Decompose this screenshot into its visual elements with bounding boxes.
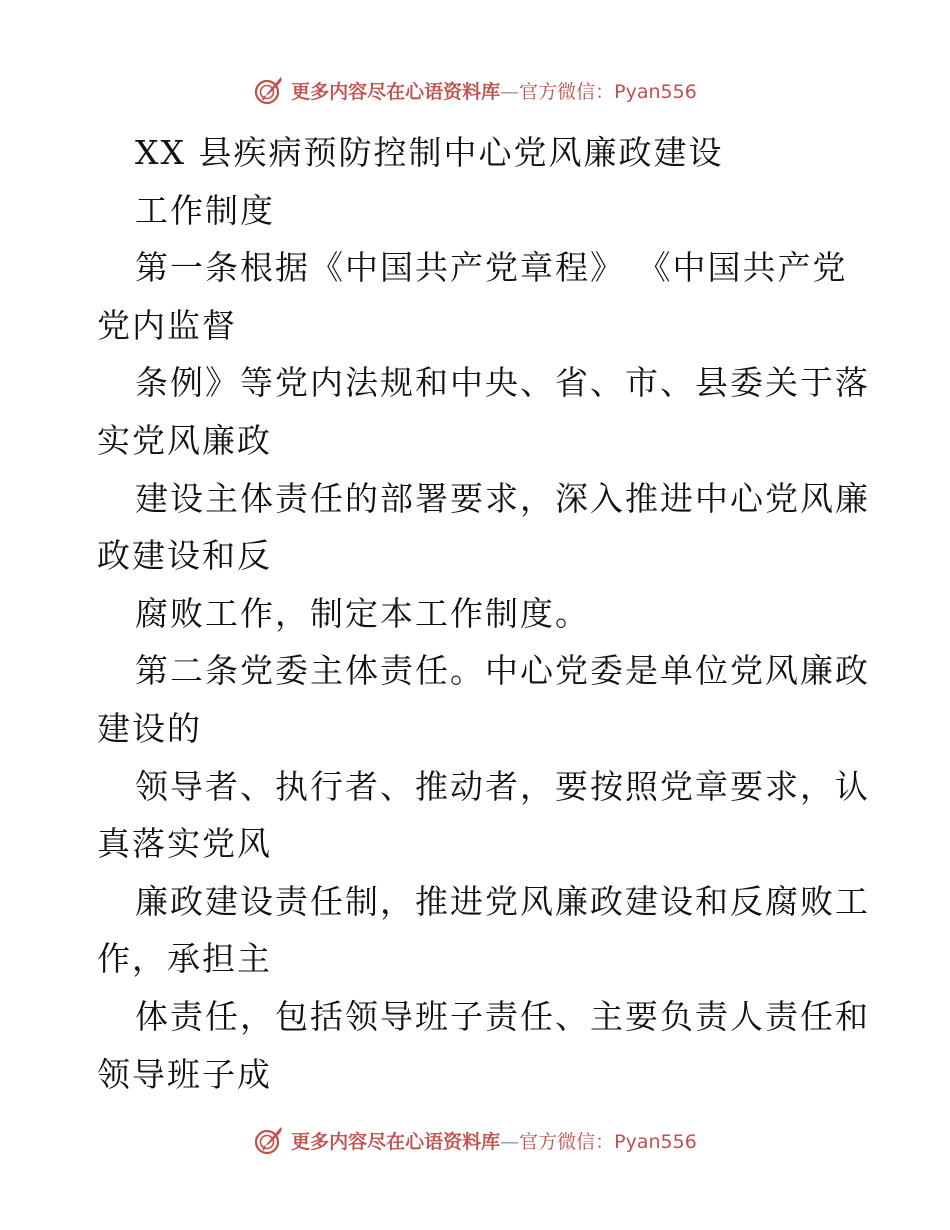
- footer-watermark: [0, 1120, 950, 1160]
- feather-pen-seal-icon: [253, 74, 285, 106]
- feather-pen-seal-icon: [253, 1124, 285, 1156]
- text-line: XX 县疾病预防控制中心党风廉政建设: [135, 133, 724, 172]
- text-line: 领导班子成: [97, 1054, 272, 1094]
- text-line: 体责任，包括领导班子责任、主要负责人责任和: [135, 996, 870, 1036]
- text-line: 第二条党委主体责任。中心党委是单位党风廉政: [135, 651, 870, 691]
- text-line: 第一条根据《中国共产党章程》 《中国共产党: [135, 248, 848, 288]
- text-line: 作，承担主: [97, 939, 272, 979]
- document-body: [97, 124, 870, 1103]
- text-line: 腐败工作，制定本工作制度。: [135, 593, 590, 633]
- header-watermark: [0, 70, 950, 110]
- text-line: 实党风廉政: [97, 420, 272, 460]
- text-line: 廉政建设责任制，推进党风廉政建设和反腐败工: [135, 881, 870, 921]
- text-line: 党内监督: [97, 305, 237, 345]
- text-line: 建设主体责任的部署要求，深入推进中心党风廉: [135, 478, 870, 518]
- watermark-text: 更多内容尽在心语资料库—官方微信：Pyan556: [291, 80, 697, 103]
- text-line: 条例》等党内法规和中央、省、市、县委关于落: [135, 363, 870, 403]
- text-line: 工作制度: [135, 190, 275, 230]
- text-line: 真落实党风: [97, 824, 272, 864]
- text-line: 领导者、执行者、推动者，要按照党章要求，认: [135, 766, 870, 806]
- text-line: 政建设和反: [97, 536, 272, 576]
- text-line: 建设的: [97, 708, 202, 748]
- watermark-text: 更多内容尽在心语资料库—官方微信：Pyan556: [291, 1130, 697, 1153]
